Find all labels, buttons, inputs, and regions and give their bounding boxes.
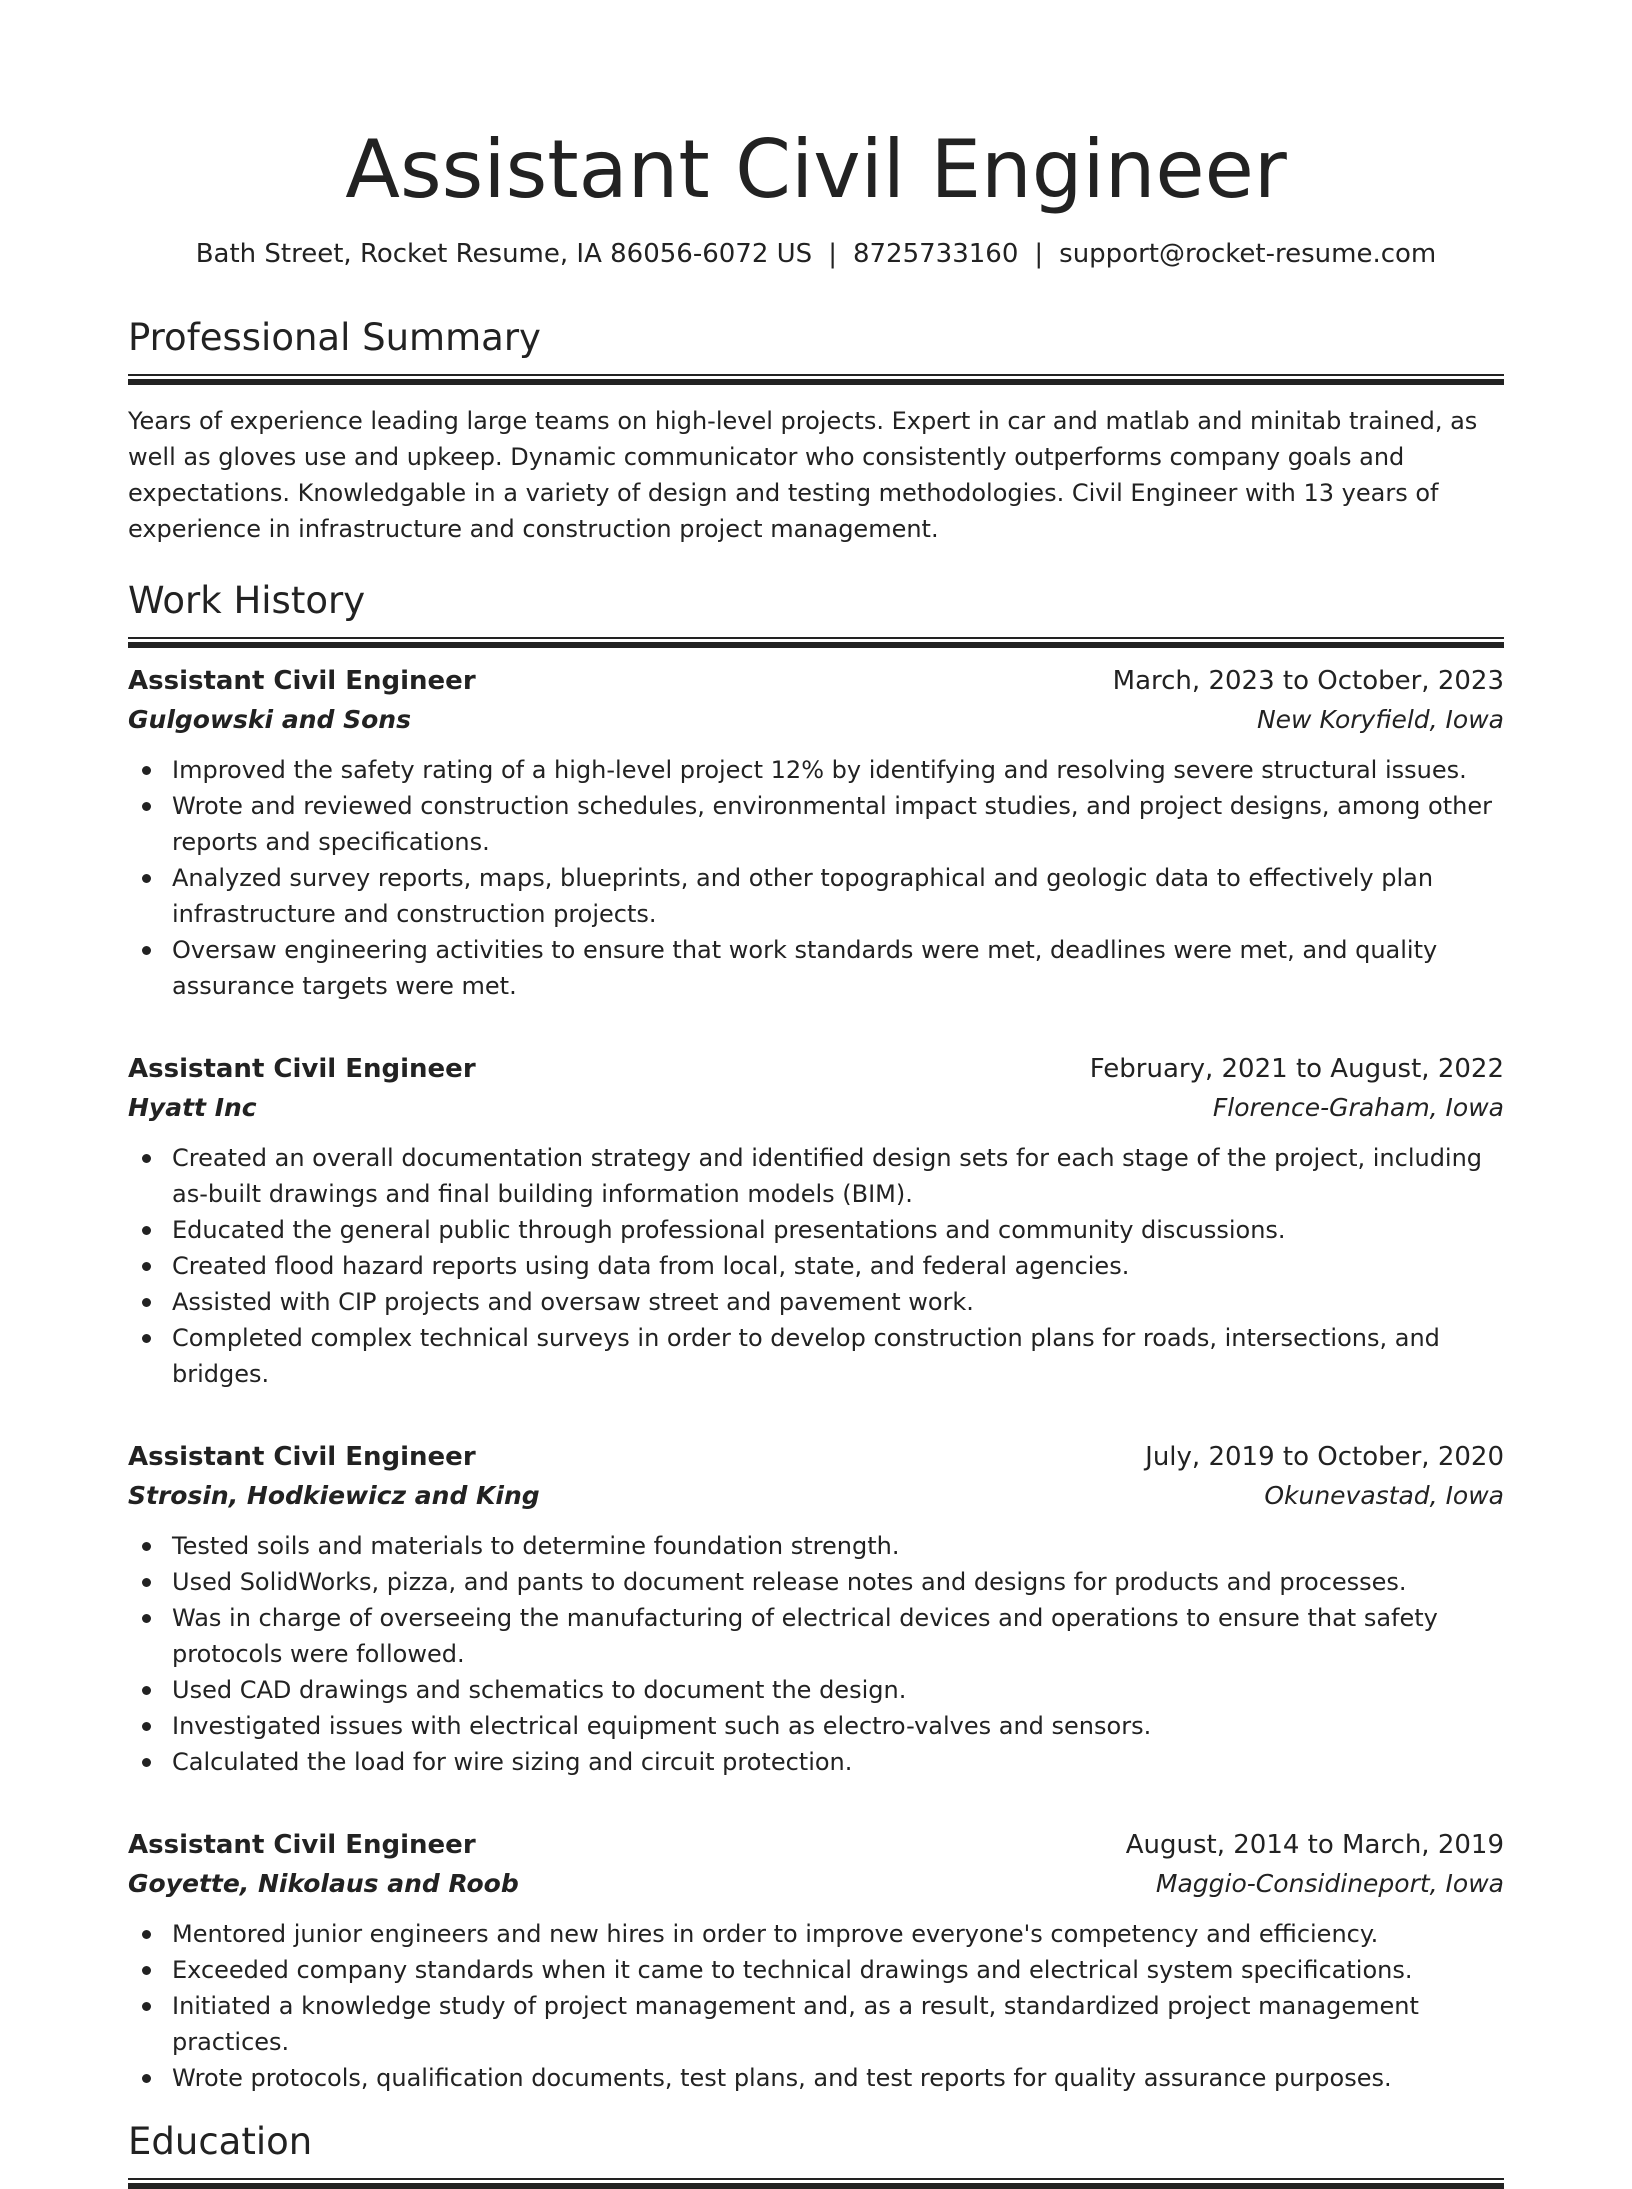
job-bullet: Created an overall documentation strategy and identified design sets for each stage of the project, including as-built drawings and final building information models (BIM). [128,1140,1504,1212]
job-bullet: Exceeded company standards when it came to technical drawings and electrical system specifications. [128,1952,1504,1988]
job-header-row [128,1438,1504,1476]
job-bullet: Improved the safety rating of a high-level project 12% by identifying and resolving severe structural issues. [128,752,1504,788]
contact-separator: | [1034,239,1044,269]
summary-text: Years of experience leading large teams on high-level projects. Expert in car and matlab and minitab trained, as well as gloves use and upkeep. Dynamic communicator who consistently outperforms company goals and expectations. Knowledgable in a variety of design and testing methodologies. Civil Engineer with 13 years of experience in infrastructure and construction project management. [128,407,1478,543]
job-header-row [128,1050,1504,1088]
job-location: Maggio-Considineport, Iowa [1155,1869,1504,1898]
job-bullet-list [128,1528,1504,1780]
job-bullet: Completed complex technical surveys in order to develop construction plans for roads, intersections, and bridges. [128,1320,1504,1392]
job-entry [128,662,1504,1004]
contact-email: support@rocket-resume.com [1059,239,1437,269]
job-bullet-list [128,1916,1504,2096]
job-header-row [128,662,1504,700]
job-bullet: Wrote protocols, qualification documents, test plans, and test reports for quality assurance purposes. [128,2060,1504,2096]
contact-separator: | [828,239,837,269]
section-divider [128,637,1504,648]
contact-address: Bath Street, Rocket Resume, IA 86056-6072 US [195,239,813,269]
job-company-row [128,1864,1504,1904]
job-company: Goyette, Nikolaus and Roob [128,1869,519,1898]
candidate-name: Assistant Civil Engineer [345,123,1287,216]
job-dates: August, 2014 to March, 2019 [1125,1830,1504,1860]
job-bullet: Tested soils and materials to determine foundation strength. [128,1528,1504,1564]
work-history-section [128,577,1504,2096]
job-company-row [128,700,1504,740]
job-bullet: Assisted with CIP projects and oversaw street and pavement work. [128,1284,1504,1320]
job-company-row [128,1088,1504,1128]
job-bullet: Wrote and reviewed construction schedules, environmental impact studies, and project designs, among other reports and specifications. [128,788,1504,860]
job-header-row [128,1826,1504,1864]
job-bullet: Used SolidWorks, pizza, and pants to document release notes and designs for products and processes. [128,1564,1504,1600]
job-bullet: Was in charge of overseeing the manufacturing of electrical devices and operations to ensure that safety protocols were followed. [128,1600,1504,1672]
job-bullet: Calculated the load for wire sizing and circuit protection. [128,1744,1504,1780]
job-bullet: Mentored junior engineers and new hires in order to improve everyone's competency and efficiency. [128,1916,1504,1952]
job-dates: February, 2021 to August, 2022 [1089,1054,1504,1084]
education-section [128,2118,1504,2189]
job-dates: July, 2019 to October, 2020 [1145,1442,1504,1472]
section-divider [128,2178,1504,2189]
job-bullet: Created flood hazard reports using data from local, state, and federal agencies. [128,1248,1504,1284]
job-company-row [128,1476,1504,1516]
job-bullet: Initiated a knowledge study of project management and, as a result, standardized project management practices. [128,1988,1504,2060]
job-location: New Koryfield, Iowa [1256,705,1504,734]
job-bullet-list [128,752,1504,1004]
section-divider [128,374,1504,385]
professional-summary-section [128,314,1504,547]
job-bullet: Analyzed survey reports, maps, blueprints, and other topographical and geologic data to effectively plan infrastructure and construction projects. [128,860,1504,932]
contact-phone: 8725733160 [852,239,1019,269]
job-entry [128,1826,1504,2096]
job-company: Strosin, Hodkiewicz and King [128,1481,540,1510]
job-company: Hyatt Inc [128,1093,257,1122]
job-title: Assistant Civil Engineer [128,1830,476,1860]
job-title: Assistant Civil Engineer [128,1054,476,1084]
job-bullet: Used CAD drawings and schematics to document the design. [128,1672,1504,1708]
job-bullet: Oversaw engineering activities to ensure that work standards were met, deadlines were met, and quality assurance targets were met. [128,932,1504,1004]
job-entry [128,1050,1504,1392]
job-location: Florence-Graham, Iowa [1212,1093,1504,1122]
section-title-work-history: Work History [128,579,366,622]
job-bullet-list [128,1140,1504,1392]
job-bullet: Investigated issues with electrical equipment such as electro-valves and sensors. [128,1708,1504,1744]
job-dates: March, 2023 to October, 2023 [1112,666,1504,696]
resume-page [128,118,1504,2189]
job-location: Okunevastad, Iowa [1264,1481,1504,1510]
job-title: Assistant Civil Engineer [128,666,476,696]
contact-line [128,236,1504,272]
section-title-education: Education [128,2120,313,2163]
job-company: Gulgowski and Sons [128,705,411,734]
job-title: Assistant Civil Engineer [128,1442,476,1472]
job-entry [128,1438,1504,1780]
job-bullet: Educated the general public through professional presentations and community discussions. [128,1212,1504,1248]
section-title-summary: Professional Summary [128,316,541,359]
